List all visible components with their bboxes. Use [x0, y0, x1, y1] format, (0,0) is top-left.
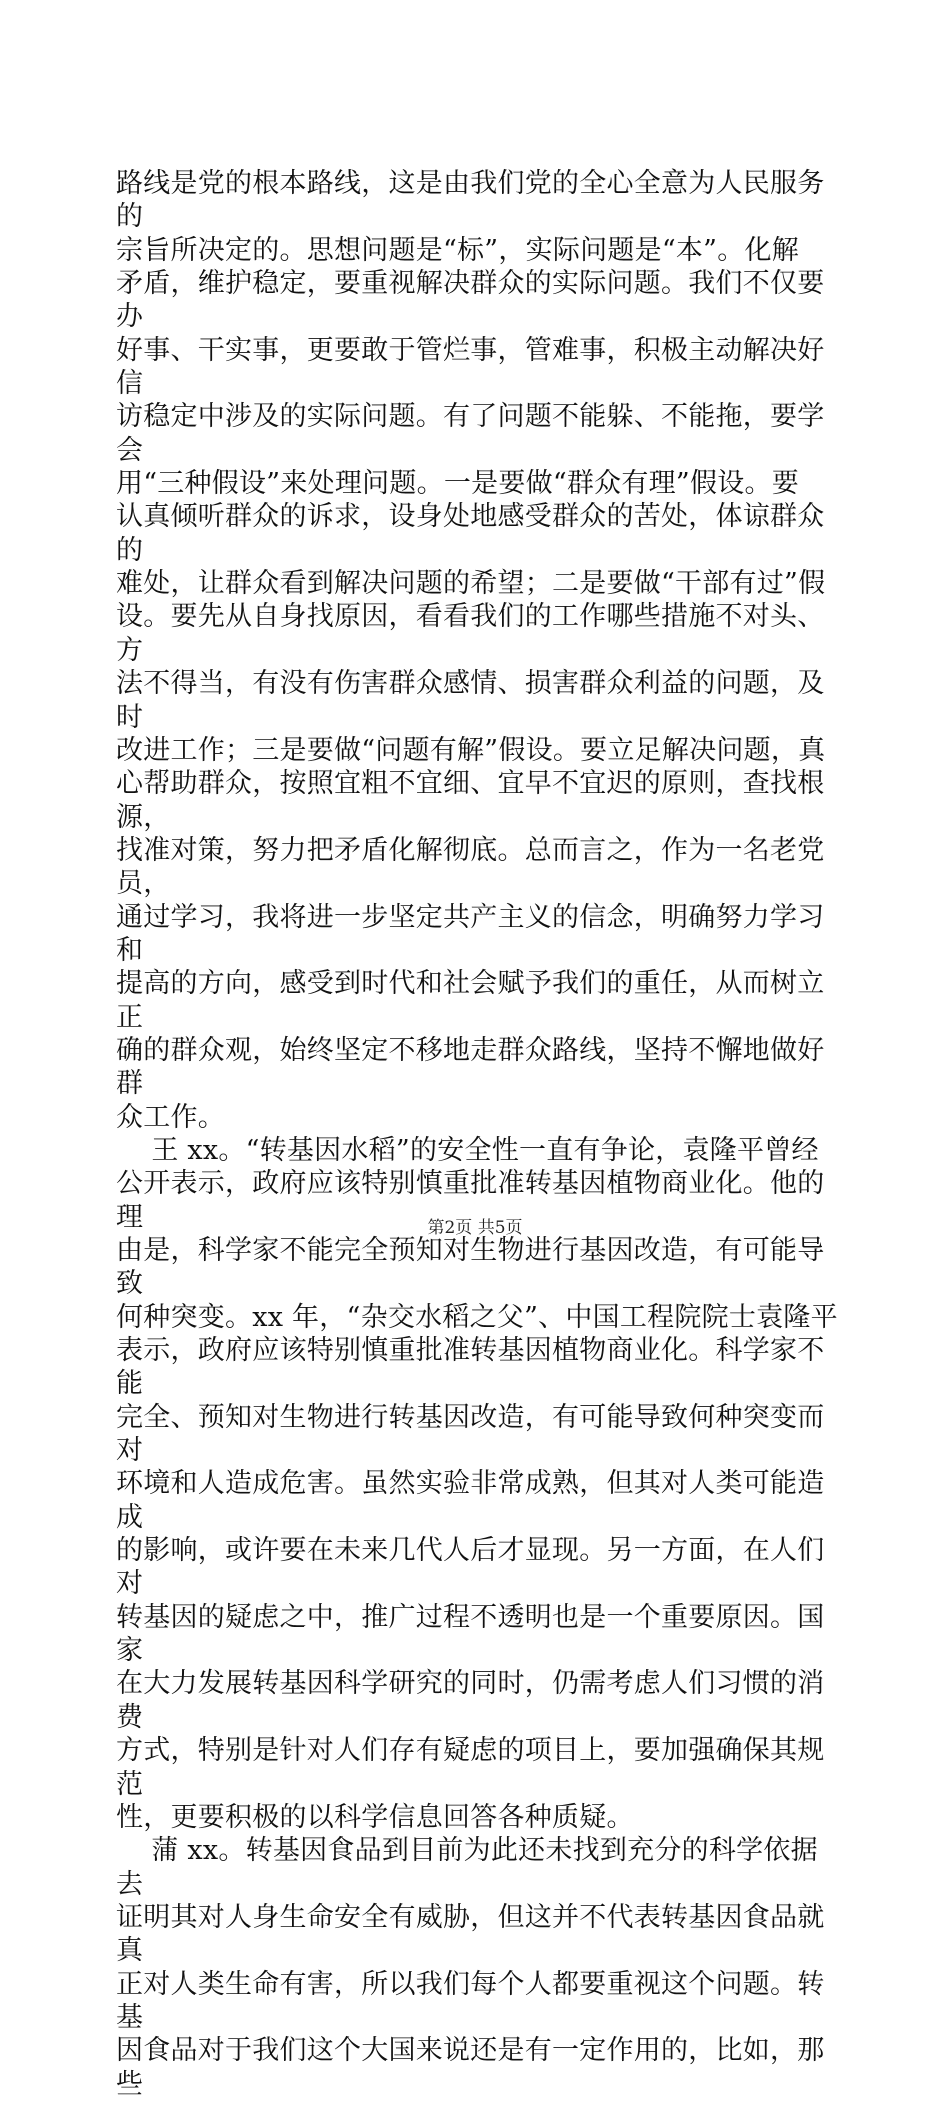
- paragraph-wang: 王 xx。“转基因水稻”的安全性一直有争论，袁隆平曾经 公开表示，政府应该特别慎重批准转基因植物商业化。他的理 由是，科学家不能完全预知对生物进行基因改造，有可能导致 何种突变。xx 年，“杂交水稻之父”、中国工程院院士袁隆平 表示，政府应该特别慎重批准转基因植物商业化。科学家不能 完全、预知对生物进行转基因改造，有可能导致何种突变而对 环境和人造成危害。虽然实验非常成熟，但其对人类可能造成 的影响，或许要在未来几代人后才显现。另一方面，在人们对 转基因的疑虑之中，推广过程不透明也是一个重要原因。国家 在大力发展转基因科学研究的同时，仍需考虑人们习惯的消费 方式，特别是针对人们存有疑虑的项目上，要加强确保其规范 性，更要积极的以科学信息回答各种质疑。: [116, 1134, 838, 1833]
- paragraph-pu: 蒲 xx。转基因食品到目前为此还未找到充分的科学依据去 证明其对人身生命安全有威胁，但这并不代表转基因食品就真 正对人类生命有害，所以我们每个人都要重视这个问题。转基 因食品对于我们这个大国来说还是有一定作用的，比如，那些: [116, 1835, 825, 2100]
- page-number-footer: 第2页 共5页: [427, 1218, 523, 1238]
- paragraph-continuation: 路线是党的根本路线，这是由我们党的全心全意为人民服务的 宗旨所决定的。思想问题是“标”，实际问题是“本”。化解 矛盾，维护稳定，要重视解决群众的实际问题。我们不仅要办 好事、干实事，更要敢于管烂事，管难事，积极主动解决好信 访稳定中涉及的实际问题。有了问题不能躲、不能拖，要学会 用“三种假设”来处理问题。一是要做“群众有理”假设。要 认真倾听群众的诉求，设身处地感受群众的苦处，体谅群众的 难处，让群众看到解决问题的希望；二是要做“干部有过”假 设。要先从自身找原因，看看我们的工作哪些措施不对头、方 法不得当，有没有伤害群众感情、损害群众利益的问题，及时 改进工作；三是要做“问题有解”假设。要立足解决问题，真 心帮助群众，按照宜粗不宜细、宜早不宜迟的原则，查找根源， 找准对策，努力把矛盾化解彻底。总而言之，作为一名老党员， 通过学习，我将进一步坚定共产主义的信念，明确努力学习和 提高的方向，感受到时代和社会赋予我们的重任，从而树立正 确的群众观，始终坚定不移地走群众路线，坚持不懈地做好群 众工作。: [116, 168, 826, 1133]
- document-body: [116, 167, 838, 2101]
